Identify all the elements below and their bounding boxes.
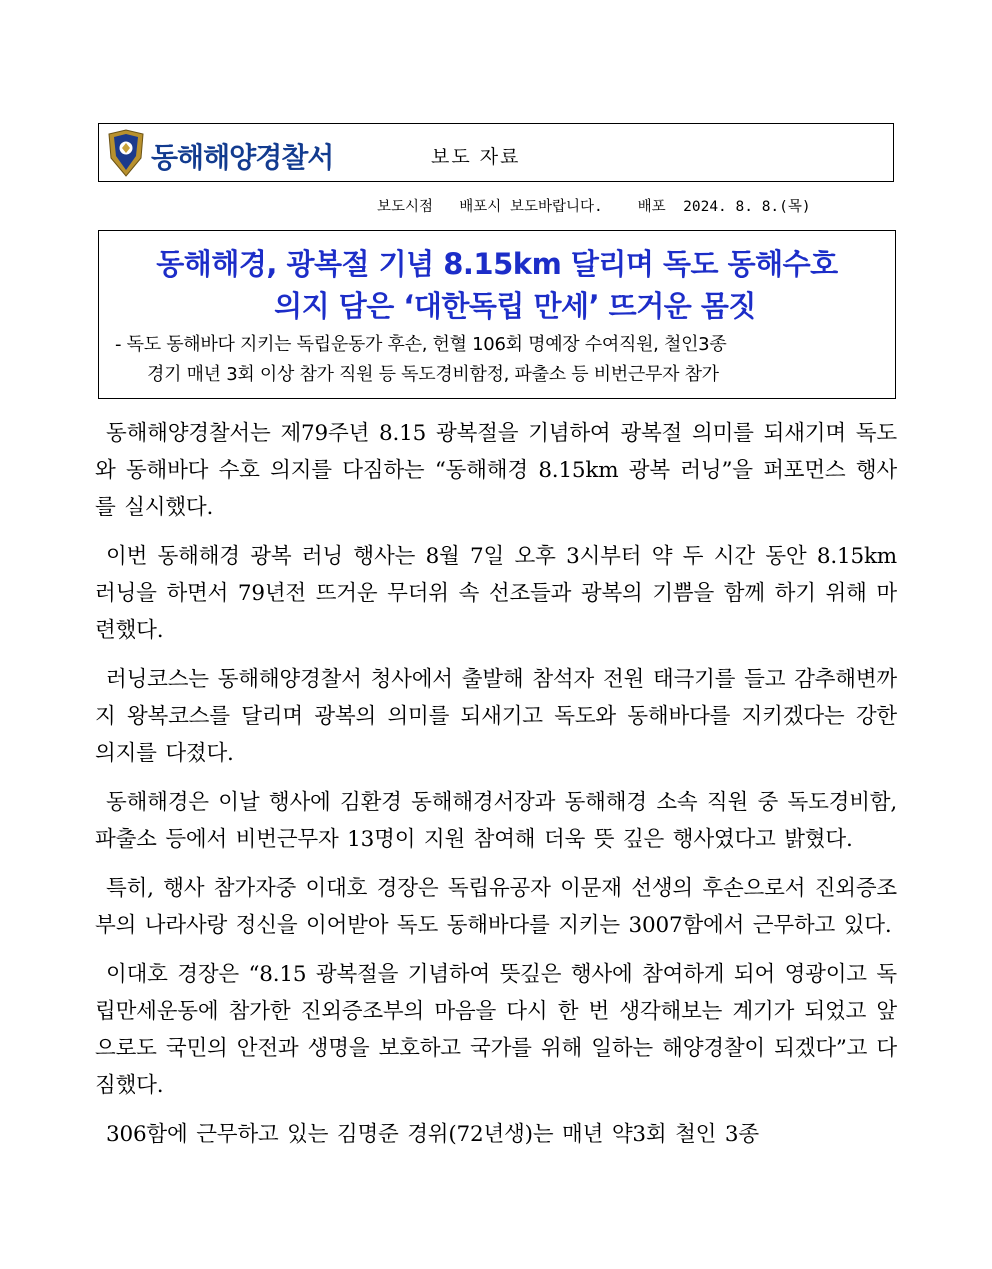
headline-line-1: 동해해경, 광복절 기념 8.15km 달리며 독도 동해수호 bbox=[156, 247, 838, 281]
paragraph: 306함에 근무하고 있는 김명준 경위(72년생)는 매년 약3회 철인 3종 bbox=[106, 1122, 759, 1147]
paragraph: 특히, 행사 참가자중 이대호 경장은 독립유공자 이문재 선생의 후손으로서 진외증조부의 나라사랑 정신을 이어받아 독도 동해바다를 지키는 3007함에서 근무하고 있다. bbox=[95, 876, 897, 938]
paragraph: 동해해경은 이날 행사에 김환경 동해해경서장과 동해해경 소속 직원 중 독도경비함, 파출소 등에서 비번근무자 13명이 지원 참여해 더욱 뜻 깊은 행사였다고 밝혔다. bbox=[95, 790, 897, 852]
paragraph: 동해해양경찰서는 제79주년 8.15 광복절을 기념하여 광복절 의미를 되새기며 독도와 동해바다 수호 의지를 다짐하는 “동해해경 8.15km 광복 러닝”을 퍼포먼스 행사를 실시했다. bbox=[95, 421, 897, 520]
paragraph: 이대호 경장은 “8.15 광복절을 기념하여 뜻깊은 행사에 참여하게 되어 영광이고 독립만세운동에 참가한 진외증조부의 마음을 다시 한 번 생각해보는 계기가 되었고 앞으로도 국민의 안전과 생명을 보호하고 국가를 위해 일하는 해양경찰이 되겠다”고 다짐했다. bbox=[95, 962, 897, 1098]
paragraph: 러닝코스는 동해해양경찰서 청사에서 출발해 참석자 전원 태극기를 들고 감추해변까지 왕복코스를 달리며 광복의 의미를 되새기고 독도와 동해바다를 지키겠다는 강한 의지를 다졌다. bbox=[95, 667, 897, 766]
subheadline-line-1: - 독도 동해바다 지키는 독립운동가 후손, 헌혈 106회 명예장 수여직원, 철인3종 bbox=[115, 334, 727, 355]
paragraph: 이번 동해해경 광복 러닝 행사는 8월 7일 오후 3시부터 약 두 시간 동안 8.15km 러닝을 하면서 79년전 뜨거운 무더위 속 선조들과 광복의 기쁨을 함께 하기 위해 마련했다. bbox=[95, 544, 897, 643]
release-info: 보도시점 배포시 보도바랍니다. 배포 2024. 8. 8.(목) bbox=[377, 199, 811, 215]
header-box bbox=[98, 123, 894, 182]
doc-type-label: 보도 자료 bbox=[431, 146, 521, 168]
headline-line-2: 의지 담은 ‘대한독립 만세’ 뜨거운 몸짓 bbox=[274, 289, 756, 323]
coast-guard-emblem-icon bbox=[107, 128, 145, 178]
title-box bbox=[98, 230, 896, 399]
subheadline-line-2: 경기 매년 3회 이상 참가 직원 등 독도경비함정, 파출소 등 비번근무자 참가 bbox=[147, 364, 719, 385]
article-body bbox=[95, 415, 897, 1165]
org-name: 동해해양경찰서 bbox=[151, 141, 334, 174]
